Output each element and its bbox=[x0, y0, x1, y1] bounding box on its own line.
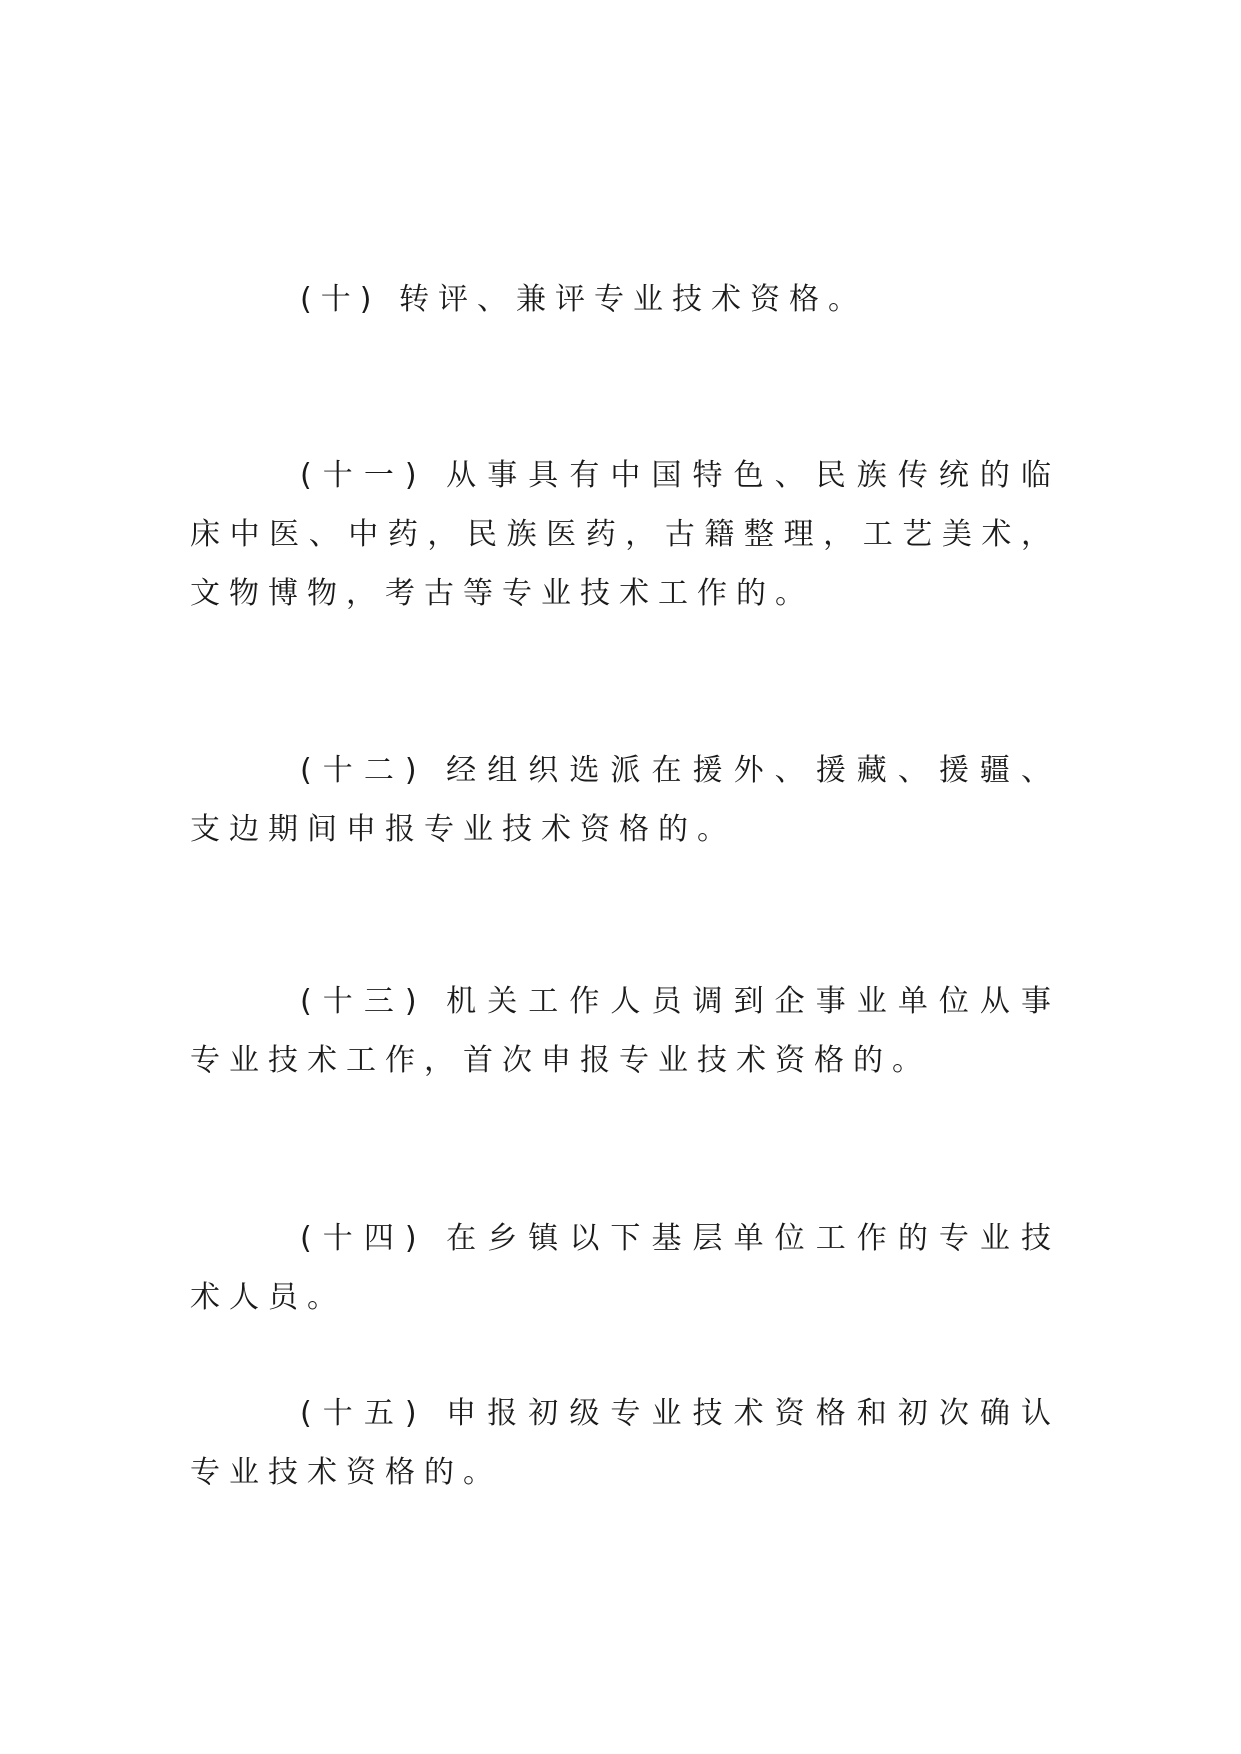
clause-13: (十三) 机关工作人员调到企事业单位从事专业技术工作，首次申报专业技术资格的。 bbox=[190, 984, 1060, 1078]
clause-12: (十二) 经组织选派在援外、援藏、援疆、支边期间申报专业技术资格的。 bbox=[190, 753, 1060, 847]
clause-15: (十五) 申报初级专业技术资格和初次确认专业技术资格的。 bbox=[190, 1396, 1060, 1490]
clause-11: (十一) 从事具有中国特色、民族传统的临床中医、中药，民族医药，古籍整理，工艺美术，文物博物，考古等专业技术工作的。 bbox=[190, 458, 1060, 611]
clause-14: (十四) 在乡镇以下基层单位工作的专业技术人员。 bbox=[190, 1221, 1060, 1315]
clause-10: (十) 转评、兼评专业技术资格。 bbox=[300, 282, 867, 317]
